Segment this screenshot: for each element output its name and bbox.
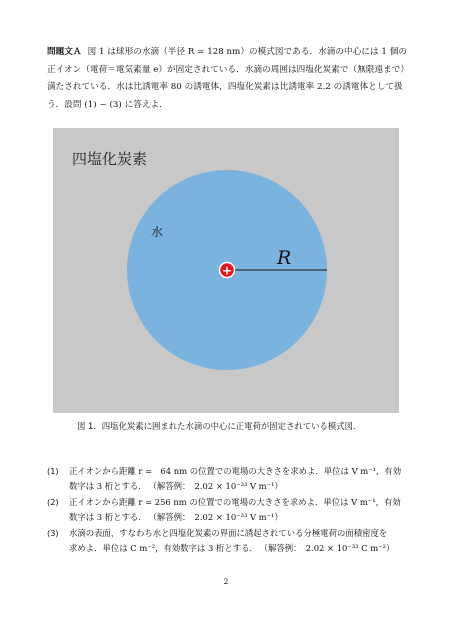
plus-sign: + — [221, 263, 233, 278]
question-3 — [47, 526, 417, 556]
question-number: (2) — [47, 497, 59, 507]
problem-label: 問題文Ａ — [47, 47, 82, 57]
question-1 — [47, 464, 417, 494]
radius-label: R — [277, 247, 292, 269]
figure-caption: 図 1．四塩化炭素に囲まれた水滴の中心に正電荷が固定されている模式図． — [77, 421, 362, 431]
carbon-tetrachloride-label: 四塩化炭素 — [72, 150, 148, 168]
question-text: 正イオンから距離 r = 64 nm の位置での電場の大きさを求めよ．単位は V m⁻¹，有効 — [69, 466, 402, 476]
question-2 — [47, 495, 417, 525]
page-number: 2 — [223, 577, 229, 586]
question-text: 水滴の表面，すなわち水と四塩化炭素の界面に誘起されている分極電荷の面積密度を — [69, 528, 388, 538]
intro-line-3: 満たされている．水は比誘電率 80 の誘電体，四塩化炭素は比誘電率 2.2 の誘電体として扱 — [47, 82, 403, 93]
question-text-cont: 求めよ．単位は C m⁻²，有効数字は 3 桁とする． — [69, 543, 258, 553]
question-number: (1) — [47, 466, 59, 476]
figure-1 — [53, 128, 399, 413]
intro-line-2: 正イオン（電荷＝電気素量 e）が固定されている．水滴の周囲は四塩化炭素で（無限遠まで） — [47, 64, 410, 75]
water-label: 水 — [151, 225, 164, 239]
problem-intro — [47, 44, 415, 114]
intro-line-4: う．設問 (1) ~ (3) に答えよ． — [47, 99, 168, 110]
droplet-diagram — [53, 128, 399, 413]
question-list — [47, 464, 417, 557]
question-text: 正イオンから距離 r = 256 nm の位置での電場の大きさを求めよ．単位は V m⁻¹，有効 — [69, 497, 401, 507]
question-text-cont: 数字は 3 桁とする． — [69, 512, 147, 522]
question-number: (3) — [47, 528, 59, 538]
answer-example: （解答例： 2.02 × 10⁻³³ C m⁻²） — [263, 543, 395, 553]
answer-example: （解答例： 2.02 × 10⁻³³ V m⁻¹） — [152, 481, 283, 491]
question-text-cont: 数字は 3 桁とする． — [69, 481, 147, 491]
answer-example: （解答例： 2.02 × 10⁻³³ V m⁻¹） — [152, 512, 283, 522]
intro-line-1: 問題文Ａ 図 1 は球形の水滴（半径 R = 128 nm）の模式図である．水滴の中心には 1 個の — [47, 47, 408, 57]
